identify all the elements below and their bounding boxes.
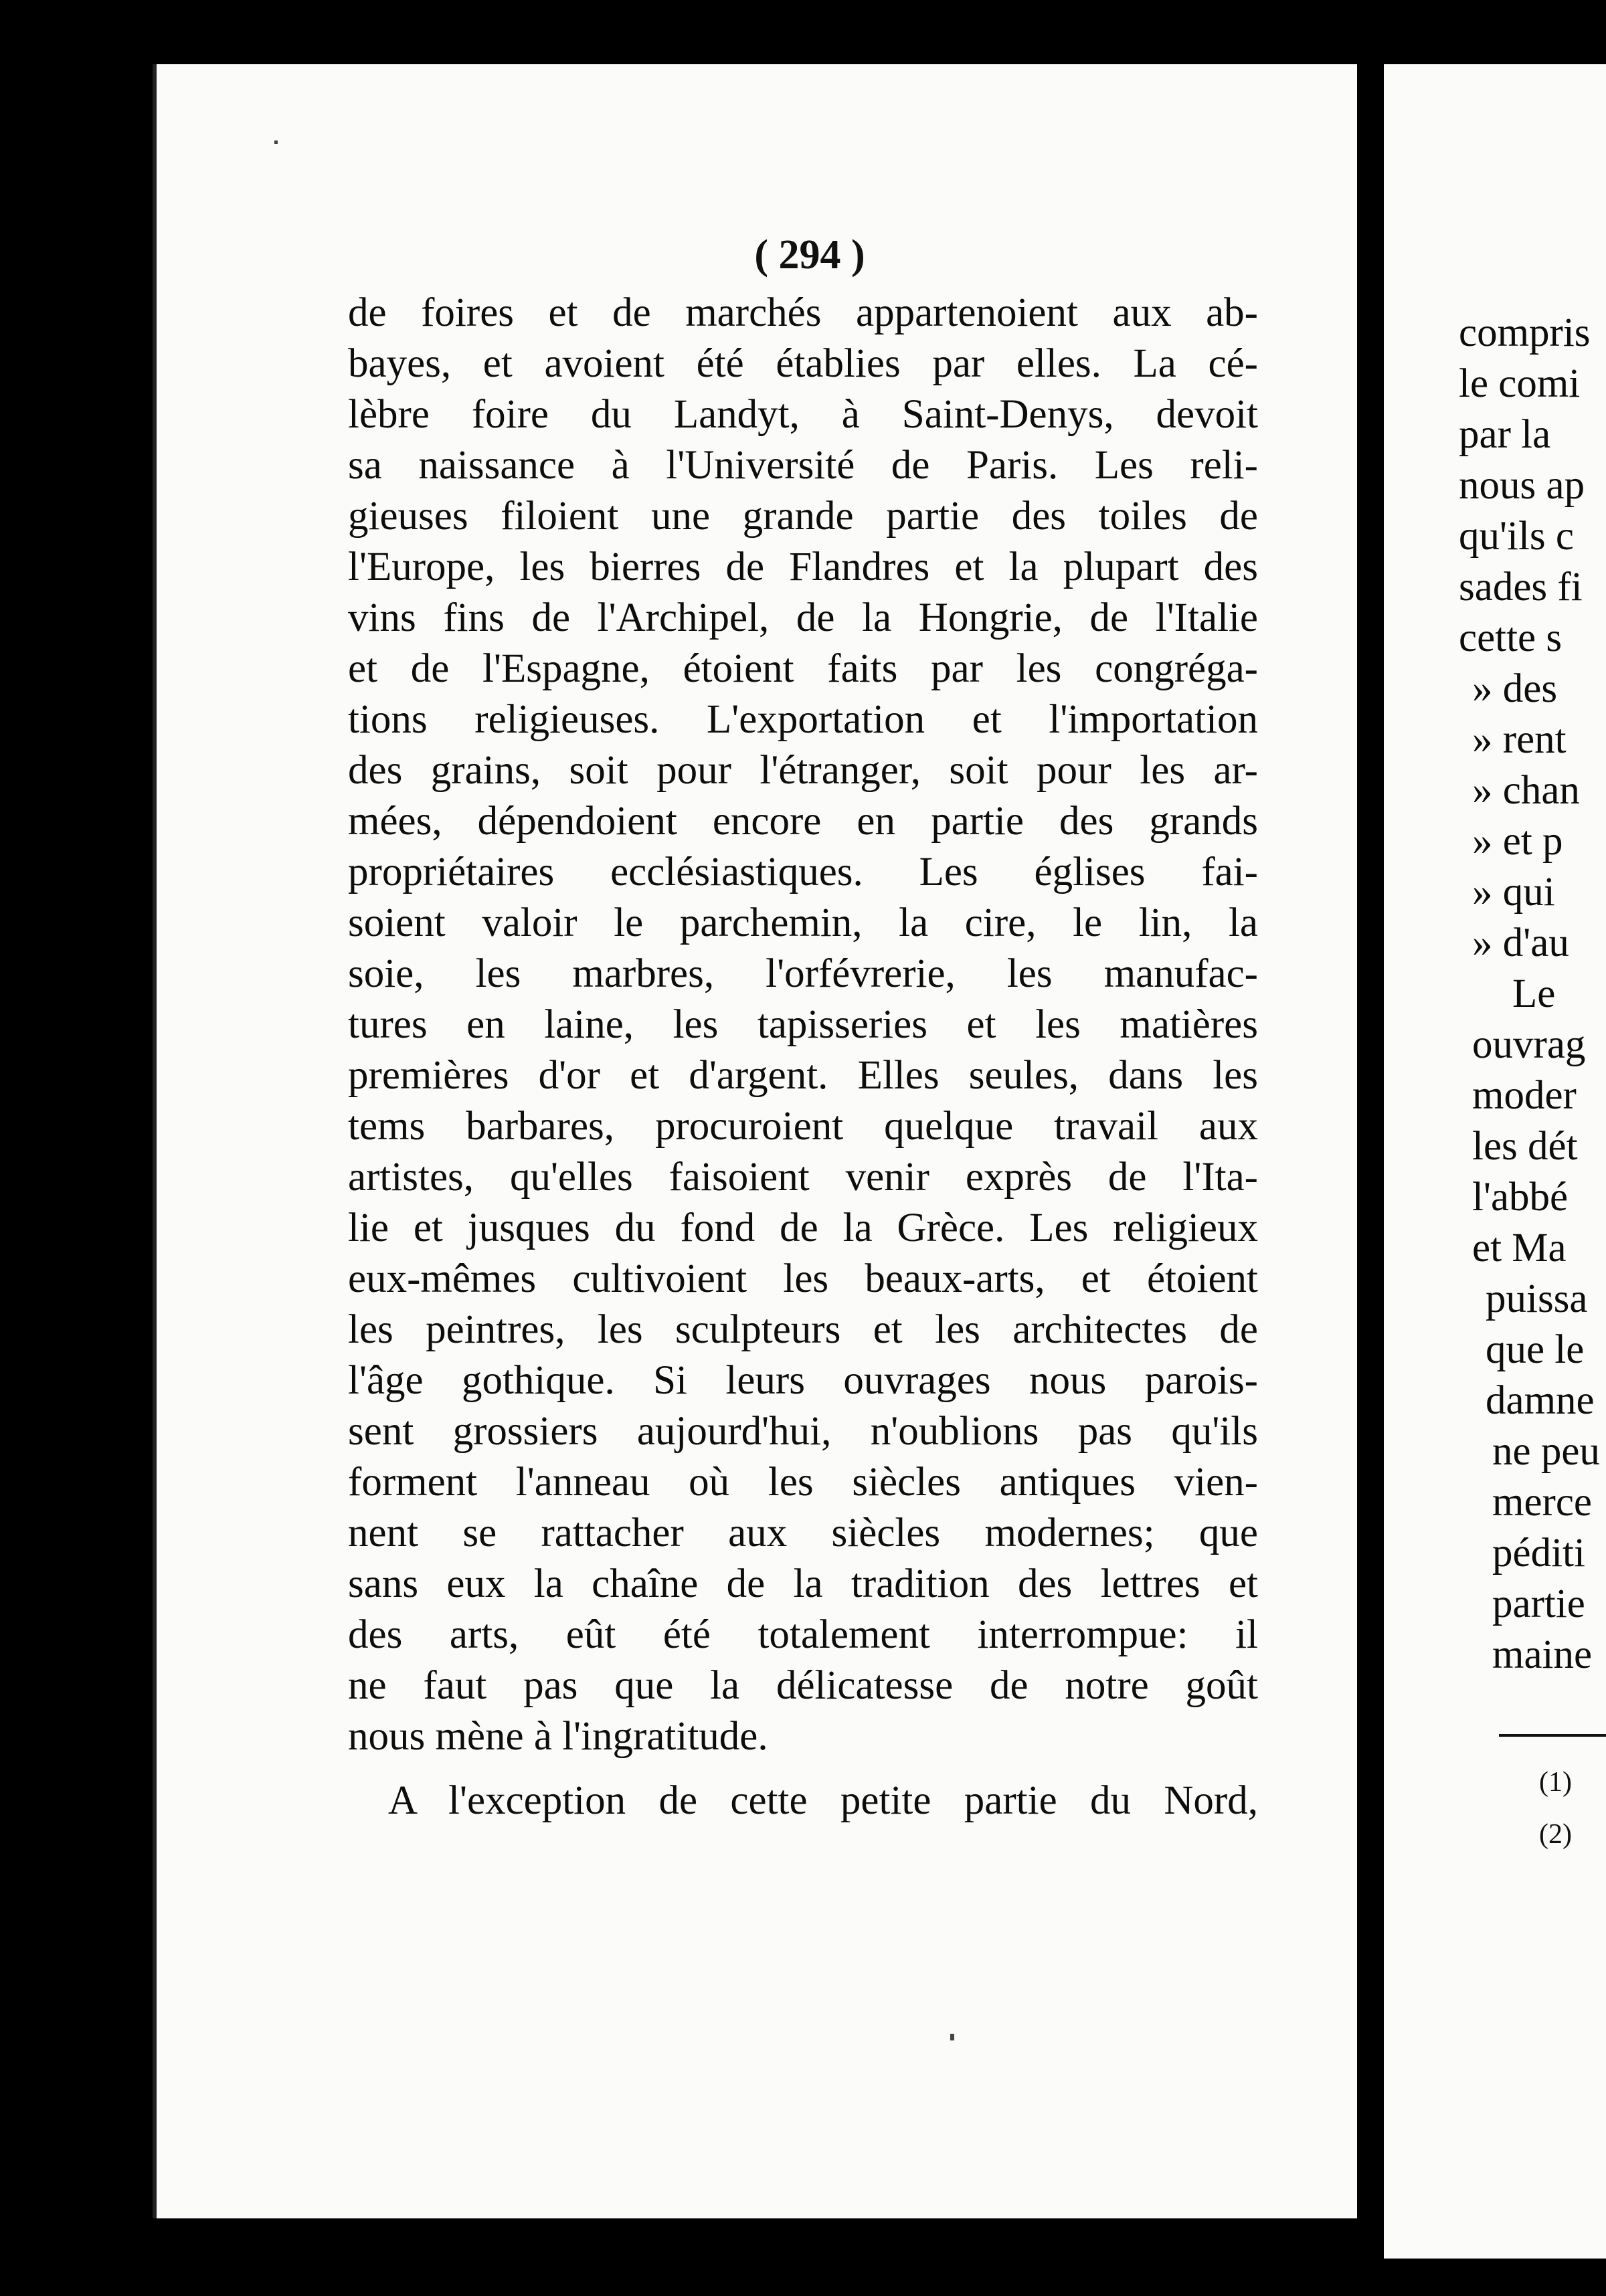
right-text-line: puissa <box>1486 1276 1588 1321</box>
text-line: sans eux la chaîne de la tradition des lettres et <box>348 1561 1258 1606</box>
right-text-line: ne peu <box>1492 1429 1600 1474</box>
text-line: lie et jusques du fond de la Grèce. Les religieux <box>348 1206 1258 1250</box>
right-text-line: partie <box>1492 1582 1585 1626</box>
text-line: eux-mêmes cultivoient les beaux-arts, et étoient <box>348 1256 1258 1301</box>
right-text-line: maine <box>1492 1632 1593 1677</box>
right-text-line: les dét <box>1472 1124 1578 1169</box>
text-line: gieuses filoient une grande partie des toiles de <box>348 494 1258 539</box>
right-text-line: cette s <box>1459 615 1563 660</box>
text-line: lèbre foire du Landyt, à Saint-Denys, devoit <box>348 392 1258 437</box>
right-text-line: moder <box>1472 1073 1577 1118</box>
right-text-line: Le <box>1512 971 1556 1016</box>
text-line: les peintres, les sculpteurs et les architectes de <box>348 1307 1258 1352</box>
text-line: des arts, eût été totalement interrompue: il <box>348 1612 1258 1657</box>
right-text-line: qu'ils c <box>1459 514 1574 559</box>
page-number: ( 294 ) <box>754 232 865 278</box>
right-text-line: par la <box>1459 412 1551 457</box>
text-line: premières d'or et d'argent. Elles seules, dans les <box>348 1053 1258 1098</box>
right-text-line: ouvrag <box>1472 1022 1586 1067</box>
right-text-line: péditi <box>1492 1531 1585 1575</box>
text-line: mées, dépendoient encore en partie des grands <box>348 799 1258 844</box>
book-gutter <box>1357 64 1384 2259</box>
text-line: et de l'Espagne, étoient faits par les congréga- <box>348 646 1258 691</box>
text-line: vins fins de l'Archipel, de la Hongrie, de l'Italie <box>348 595 1258 640</box>
text-line: des grains, soit pour l'étranger, soit pour les ar- <box>348 748 1258 793</box>
footnote-rule <box>1499 1734 1606 1737</box>
right-text-line: compris <box>1459 310 1591 355</box>
text-line: nous mène à l'ingratitude. <box>348 1714 768 1759</box>
text-line: propriétaires ecclésiastiques. Les églises fai- <box>348 850 1258 894</box>
paper-speck <box>274 140 278 144</box>
right-text-line: et Ma <box>1472 1226 1567 1270</box>
right-text-line: le comi <box>1459 361 1581 406</box>
text-line: sent grossiers aujourd'hui, n'oublions pas qu'ils <box>348 1409 1258 1454</box>
right-text-line: » et p <box>1472 819 1563 864</box>
right-text-line: sades fi <box>1459 565 1583 609</box>
footnote-marker: (1) <box>1539 1767 1572 1798</box>
right-text-line: » chan <box>1472 768 1580 813</box>
footnote-marker: (2) <box>1539 1819 1572 1850</box>
text-line: A l'exception de cette petite partie du Nord, <box>388 1778 1258 1823</box>
text-line: tems barbares, procuroient quelque travail aux <box>348 1104 1258 1149</box>
right-text-line: l'abbé <box>1472 1175 1569 1220</box>
right-text-line: nous ap <box>1459 463 1585 508</box>
right-text-line: merce <box>1492 1480 1592 1525</box>
text-line: tions religieuses. L'exportation et l'importation <box>348 697 1258 742</box>
paper-speck <box>950 2034 954 2040</box>
text-line: ne faut pas que la délicatesse de notre goût <box>348 1663 1258 1708</box>
text-line: soient valoir le parchemin, la cire, le lin, la <box>348 900 1258 945</box>
text-line: nent se rattacher aux siècles modernes; que <box>348 1511 1258 1555</box>
right-text-line: que le <box>1486 1327 1585 1372</box>
right-text-line: » des <box>1472 666 1558 711</box>
text-line: sa naissance à l'Université de Paris. Les reli- <box>348 443 1258 488</box>
text-line: l'âge gothique. Si leurs ouvrages nous parois- <box>348 1358 1258 1403</box>
text-line: de foires et de marchés appartenoient aux ab- <box>348 290 1258 335</box>
right-text-line: damne <box>1486 1378 1595 1423</box>
text-line: tures en laine, les tapisseries et les matières <box>348 1002 1258 1047</box>
text-line: soie, les marbres, l'orfévrerie, les manufac- <box>348 951 1258 996</box>
right-text-line: » d'au <box>1472 921 1569 965</box>
text-line: forment l'anneau où les siècles antiques vien- <box>348 1460 1258 1505</box>
text-line: artistes, qu'elles faisoient venir exprès de l'Ita- <box>348 1155 1258 1200</box>
text-line: l'Europe, les bierres de Flandres et la plupart des <box>348 545 1258 589</box>
right-text-line: » qui <box>1472 870 1555 915</box>
right-text-line: » rent <box>1472 717 1567 762</box>
text-line: bayes, et avoient été établies par elles. La cé- <box>348 341 1258 386</box>
